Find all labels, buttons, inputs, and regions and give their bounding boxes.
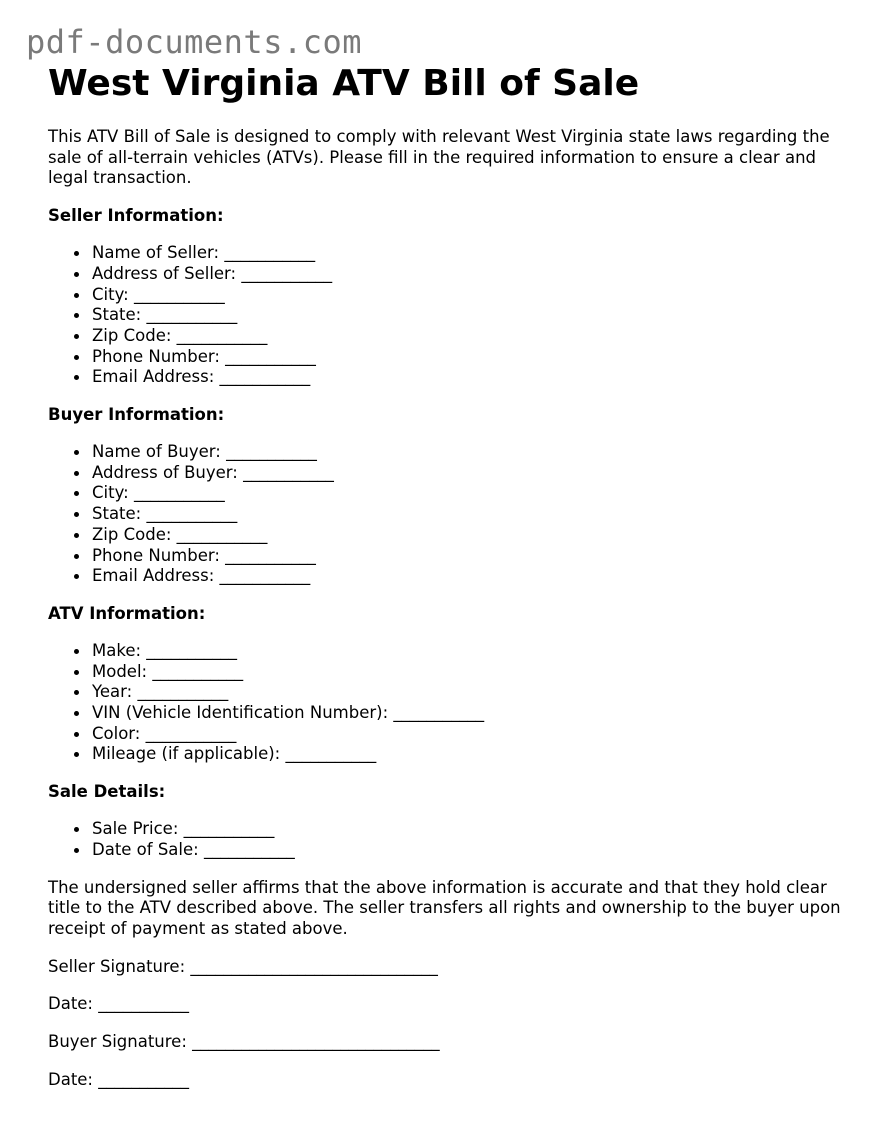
buyer-phone-field[interactable]: Phone Number: ___________ [92, 546, 848, 567]
document-body [48, 62, 848, 1091]
atv-mileage-field[interactable]: Mileage (if applicable): ___________ [92, 744, 848, 765]
atv-section-heading: ATV Information: [48, 603, 206, 623]
atv-model-field[interactable]: Model: ___________ [92, 662, 848, 683]
seller-section-heading: Seller Information: [48, 206, 224, 226]
watermark-text: pdf-documents.com [26, 23, 363, 61]
seller-state-field[interactable]: State: ___________ [92, 305, 848, 326]
atv-field-list [48, 641, 848, 765]
affirmation-paragraph: The undersigned seller affirms that the above information is accurate and that they hold clear title to the ATV described above. The seller transfers all rights and ownership to the buyer upon receipt of payment as stated above. [48, 877, 841, 938]
seller-signature-field[interactable]: Seller Signature: ______________________________ [48, 956, 438, 976]
sale-field-list [48, 819, 848, 860]
buyer-name-field[interactable]: Name of Buyer: ___________ [92, 442, 848, 463]
seller-phone-field[interactable]: Phone Number: ___________ [92, 347, 848, 368]
sale-section-heading: Sale Details: [48, 782, 166, 802]
atv-make-field[interactable]: Make: ___________ [92, 641, 848, 662]
seller-address-field[interactable]: Address of Seller: ___________ [92, 264, 848, 285]
buyer-state-field[interactable]: State: ___________ [92, 504, 848, 525]
seller-city-field[interactable]: City: ___________ [92, 285, 848, 306]
buyer-email-field[interactable]: Email Address: ___________ [92, 566, 848, 587]
atv-year-field[interactable]: Year: ___________ [92, 682, 848, 703]
seller-zip-field[interactable]: Zip Code: ___________ [92, 326, 848, 347]
buyer-date-field[interactable]: Date: ___________ [48, 1069, 189, 1089]
buyer-zip-field[interactable]: Zip Code: ___________ [92, 525, 848, 546]
atv-vin-field[interactable]: VIN (Vehicle Identification Number): ___________ [92, 703, 848, 724]
atv-color-field[interactable]: Color: ___________ [92, 724, 848, 745]
buyer-section-heading: Buyer Information: [48, 405, 225, 425]
sale-price-field[interactable]: Sale Price: ___________ [92, 819, 848, 840]
sale-date-field[interactable]: Date of Sale: ___________ [92, 840, 848, 861]
seller-email-field[interactable]: Email Address: ___________ [92, 367, 848, 388]
seller-name-field[interactable]: Name of Seller: ___________ [92, 243, 848, 264]
buyer-city-field[interactable]: City: ___________ [92, 483, 848, 504]
buyer-signature-field[interactable]: Buyer Signature: ______________________________ [48, 1032, 440, 1052]
page-title: West Virginia ATV Bill of Sale [48, 63, 640, 104]
buyer-address-field[interactable]: Address of Buyer: ___________ [92, 463, 848, 484]
intro-paragraph: This ATV Bill of Sale is designed to comply with relevant West Virginia state laws regarding the sale of all-terrain vehicles (ATVs). Please fill in the required information to ensure a clear and legal transaction. [48, 127, 830, 188]
buyer-field-list [48, 442, 848, 587]
seller-date-field[interactable]: Date: ___________ [48, 994, 189, 1014]
seller-field-list [48, 243, 848, 388]
